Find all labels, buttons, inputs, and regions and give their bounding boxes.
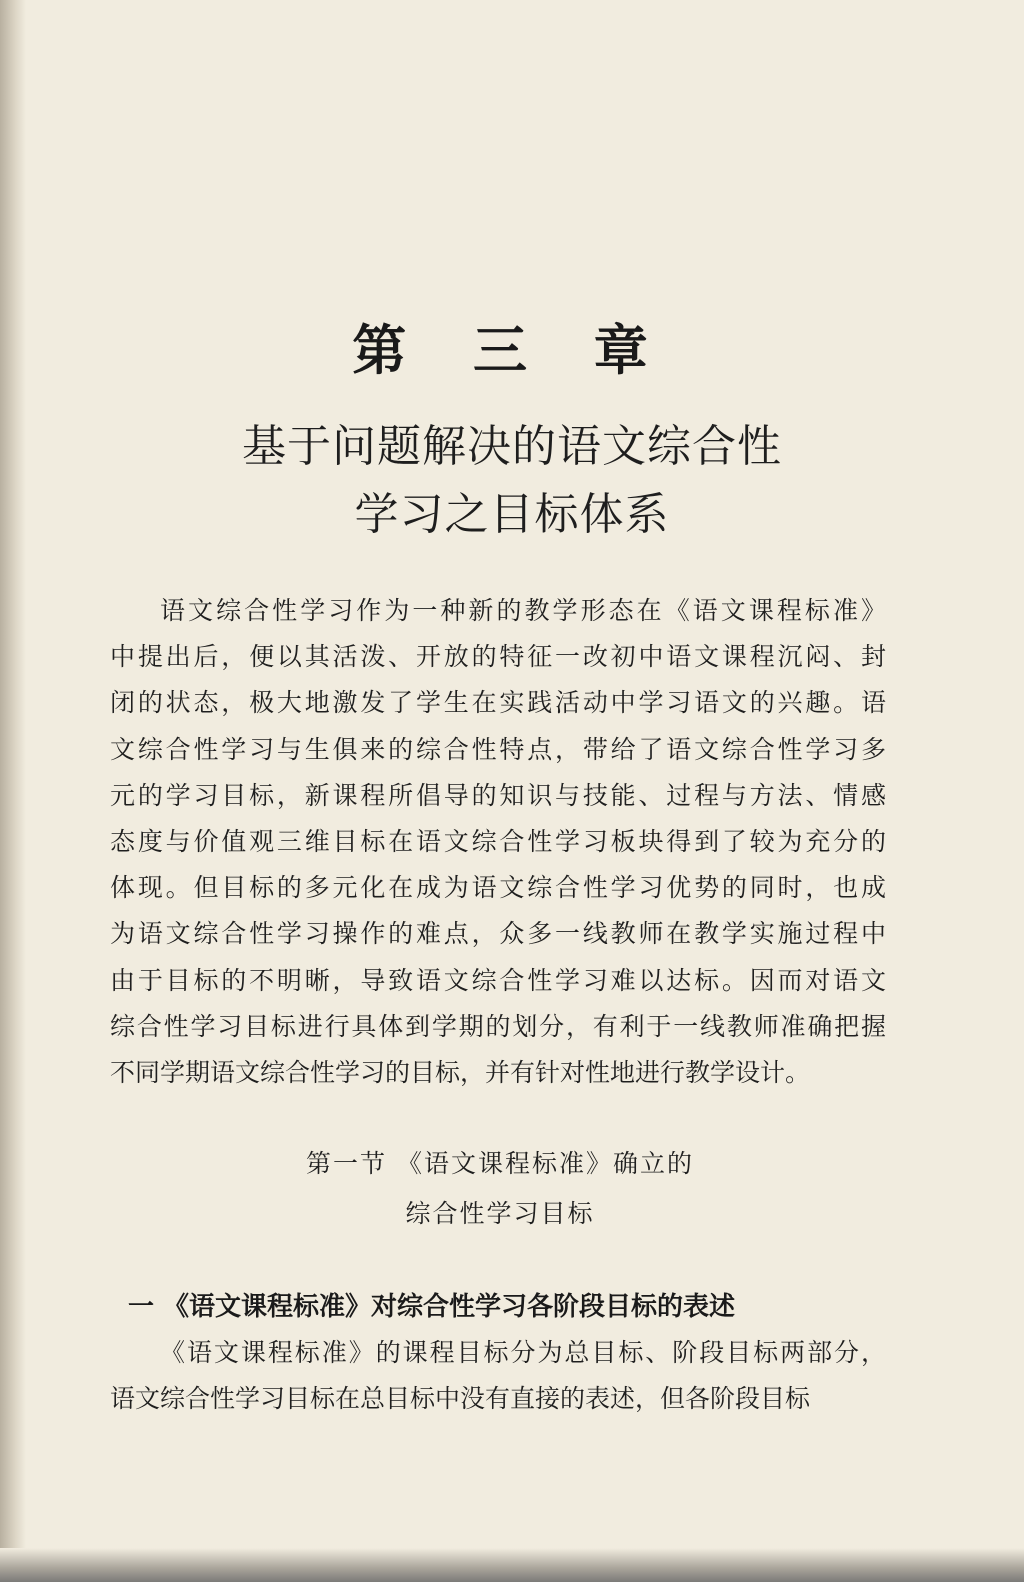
intro-paragraph <box>110 588 886 1096</box>
paragraph-line: 中提出后，便以其活泼、开放的特征一改初中语文课程沉闷、封 <box>110 642 886 672</box>
paragraph-line: 综合性学习目标进行具体到学期的划分，有利于一线教师准确把握 <box>110 1011 886 1041</box>
paragraph-line: 态度与价值观三维目标在语文综合性学习板块得到了较为充分的 <box>110 827 886 857</box>
chapter-subtitle-line-1: 基于问题解决的语文综合性 <box>242 421 782 472</box>
section-title-line-1: 第一节 《语文课程标准》确立的 <box>306 1149 694 1178</box>
paragraph-line: 由于目标的不明晰，导致语文综合性学习难以达标。因而对语文 <box>110 965 886 995</box>
paragraph-line: 《语文课程标准》的课程目标分为总目标、阶段目标两部分， <box>160 1338 886 1367</box>
paragraph-line: 语文综合性学习作为一种新的教学形态在《语文课程标准》 <box>160 596 886 625</box>
subsection-heading: 一 《语文课程标准》对综合性学习各阶段目标的表述 <box>128 1292 736 1322</box>
paragraph-line: 不同学期语文综合性学习的目标，并有针对性地进行教学设计。 <box>110 1058 811 1088</box>
paragraph-line: 语文综合性学习目标在总目标中没有直接的表述，但各阶段目标 <box>110 1384 811 1414</box>
chapter-subtitle-line-2: 学习之目标体系 <box>354 489 670 540</box>
paragraph-line: 体现。但目标的多元化在成为语文综合性学习优势的同时，也成 <box>110 873 886 903</box>
paragraph-line: 文综合性学习与生俱来的综合性特点，带给了语文综合性学习多 <box>110 734 886 764</box>
paragraph-line: 元的学习目标，新课程所倡导的知识与技能、过程与方法、情感 <box>110 780 886 810</box>
paragraph-line: 为语文综合性学习操作的难点，众多一线教师在教学实施过程中 <box>110 919 886 949</box>
chapter-title: 第 三 章 <box>352 318 672 382</box>
second-paragraph <box>110 1330 886 1422</box>
page-bottom-shadow <box>0 1548 1024 1582</box>
section-title-line-2: 综合性学习目标 <box>405 1199 595 1228</box>
paragraph-line: 闭的状态，极大地激发了学生在实践活动中学习语文的兴趣。语 <box>110 688 886 718</box>
page-gutter-shadow <box>0 0 26 1582</box>
